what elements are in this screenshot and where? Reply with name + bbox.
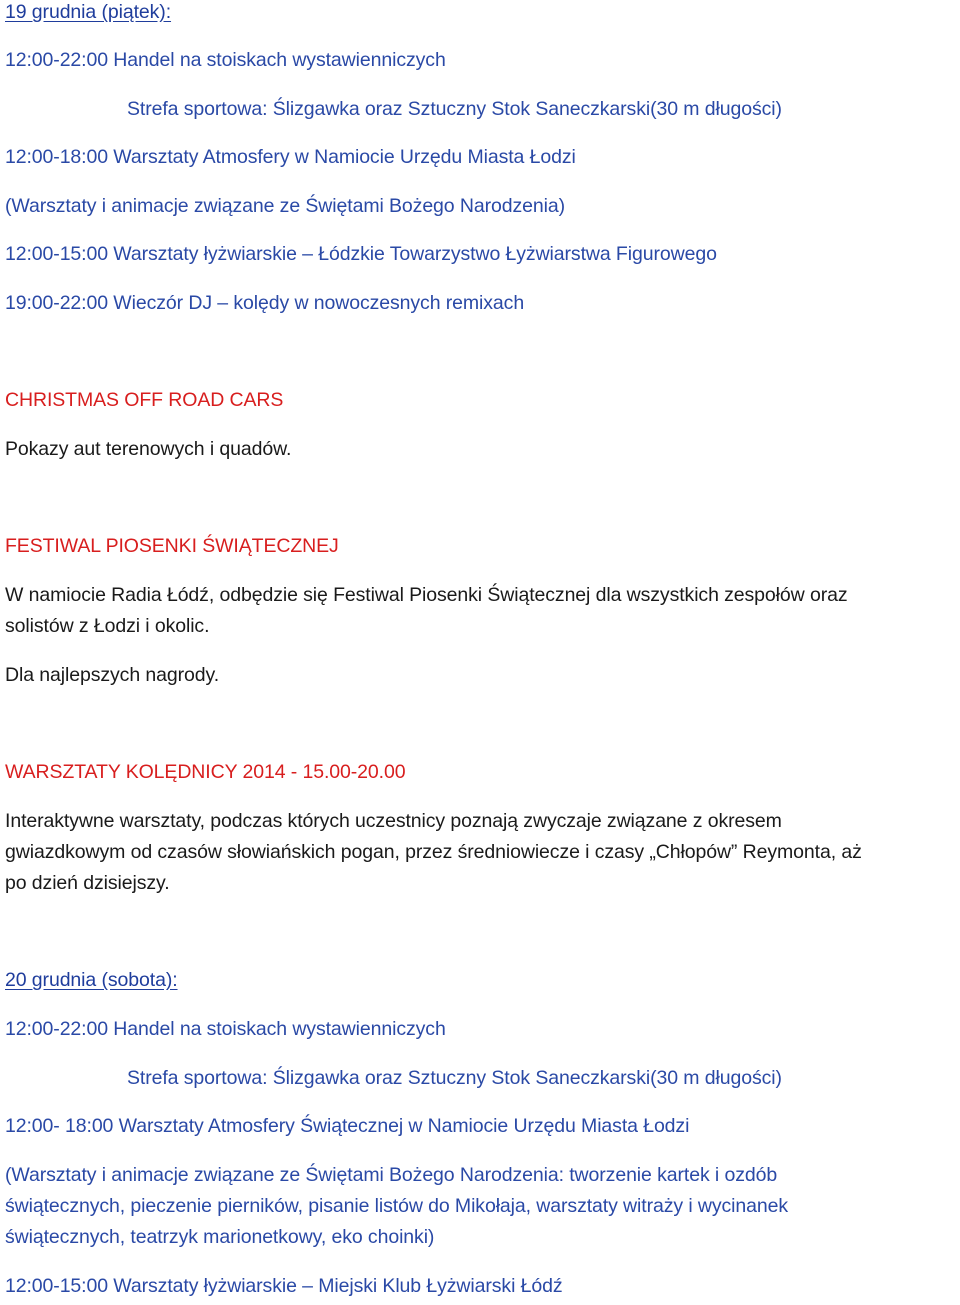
day2-schedule-line: świątecznych, teatrzyk marionetkowy, eko choinki) <box>5 1226 435 1248</box>
day1-schedule-line: 12:00-15:00 Warsztaty łyżwiarskie – Łódzkie Towarzystwo Łyżwiarstwa Figurowego <box>5 243 717 265</box>
offroad-title: CHRISTMAS OFF ROAD CARS <box>5 389 284 411</box>
festival-text-line: W namiocie Radia Łódź, odbędzie się Festiwal Piosenki Świątecznej dla wszystkich zespołów oraz <box>5 584 848 606</box>
day2-schedule-line: 12:00-22:00 Handel na stoiskach wystawienniczych <box>5 1018 446 1040</box>
festival-prize: Dla najlepszych nagrody. <box>5 664 220 686</box>
workshop-text-line: Interaktywne warsztaty, podczas których uczestnicy poznają zwyczaje związane z okresem <box>5 810 782 832</box>
day1-heading: 19 grudnia (piątek): <box>5 1 172 23</box>
day2-schedule-line: świątecznych, pieczenie pierników, pisanie listów do Mikołaja, warsztaty witraży i wycinanek <box>5 1195 789 1217</box>
day1-schedule-line: (Warsztaty i animacje związane ze Świętami Bożego Narodzenia) <box>5 195 565 217</box>
day1-schedule-line: 12:00-18:00 Warsztaty Atmosfery w Namiocie Urzędu Miasta Łodzi <box>5 146 576 168</box>
day2-heading: 20 grudnia (sobota): <box>5 969 178 991</box>
day2-schedule-line: (Warsztaty i animacje związane ze Świętami Bożego Narodzenia: tworzenie kartek i ozdób <box>5 1164 778 1186</box>
workshop-text-line: gwiazdkowym od czasów słowiańskich pogan, przez średniowiecze i czasy „Chłopów” Reymonta, aż <box>5 841 862 863</box>
day2-schedule-line: 12:00-15:00 Warsztaty łyżwiarskie – Miejski Klub Łyżwiarski Łódź <box>5 1275 563 1297</box>
festival-title: FESTIWAL PIOSENKI ŚWIĄTECZNEJ <box>5 535 339 557</box>
day1-schedule-line: Strefa sportowa: Ślizgawka oraz Sztuczny Stok Saneczkarski(30 m długości) <box>127 98 782 120</box>
day2-schedule-line: 12:00- 18:00 Warsztaty Atmosfery Świątecznej w Namiocie Urzędu Miasta Łodzi <box>5 1115 690 1137</box>
festival-text-line: solistów z Łodzi i okolic. <box>5 615 210 637</box>
workshop-title: WARSZTATY KOLĘDNICY 2014 - 15.00-20.00 <box>5 761 406 783</box>
offroad-text: Pokazy aut terenowych i quadów. <box>5 438 292 460</box>
day2-schedule-line: Strefa sportowa: Ślizgawka oraz Sztuczny Stok Saneczkarski(30 m długości) <box>127 1067 782 1089</box>
day1-schedule-line: 19:00-22:00 Wieczór DJ – kolędy w nowoczesnych remixach <box>5 292 525 314</box>
workshop-text-line: po dzień dzisiejszy. <box>5 872 170 894</box>
day1-schedule-line: 12:00-22:00 Handel na stoiskach wystawienniczych <box>5 49 446 71</box>
